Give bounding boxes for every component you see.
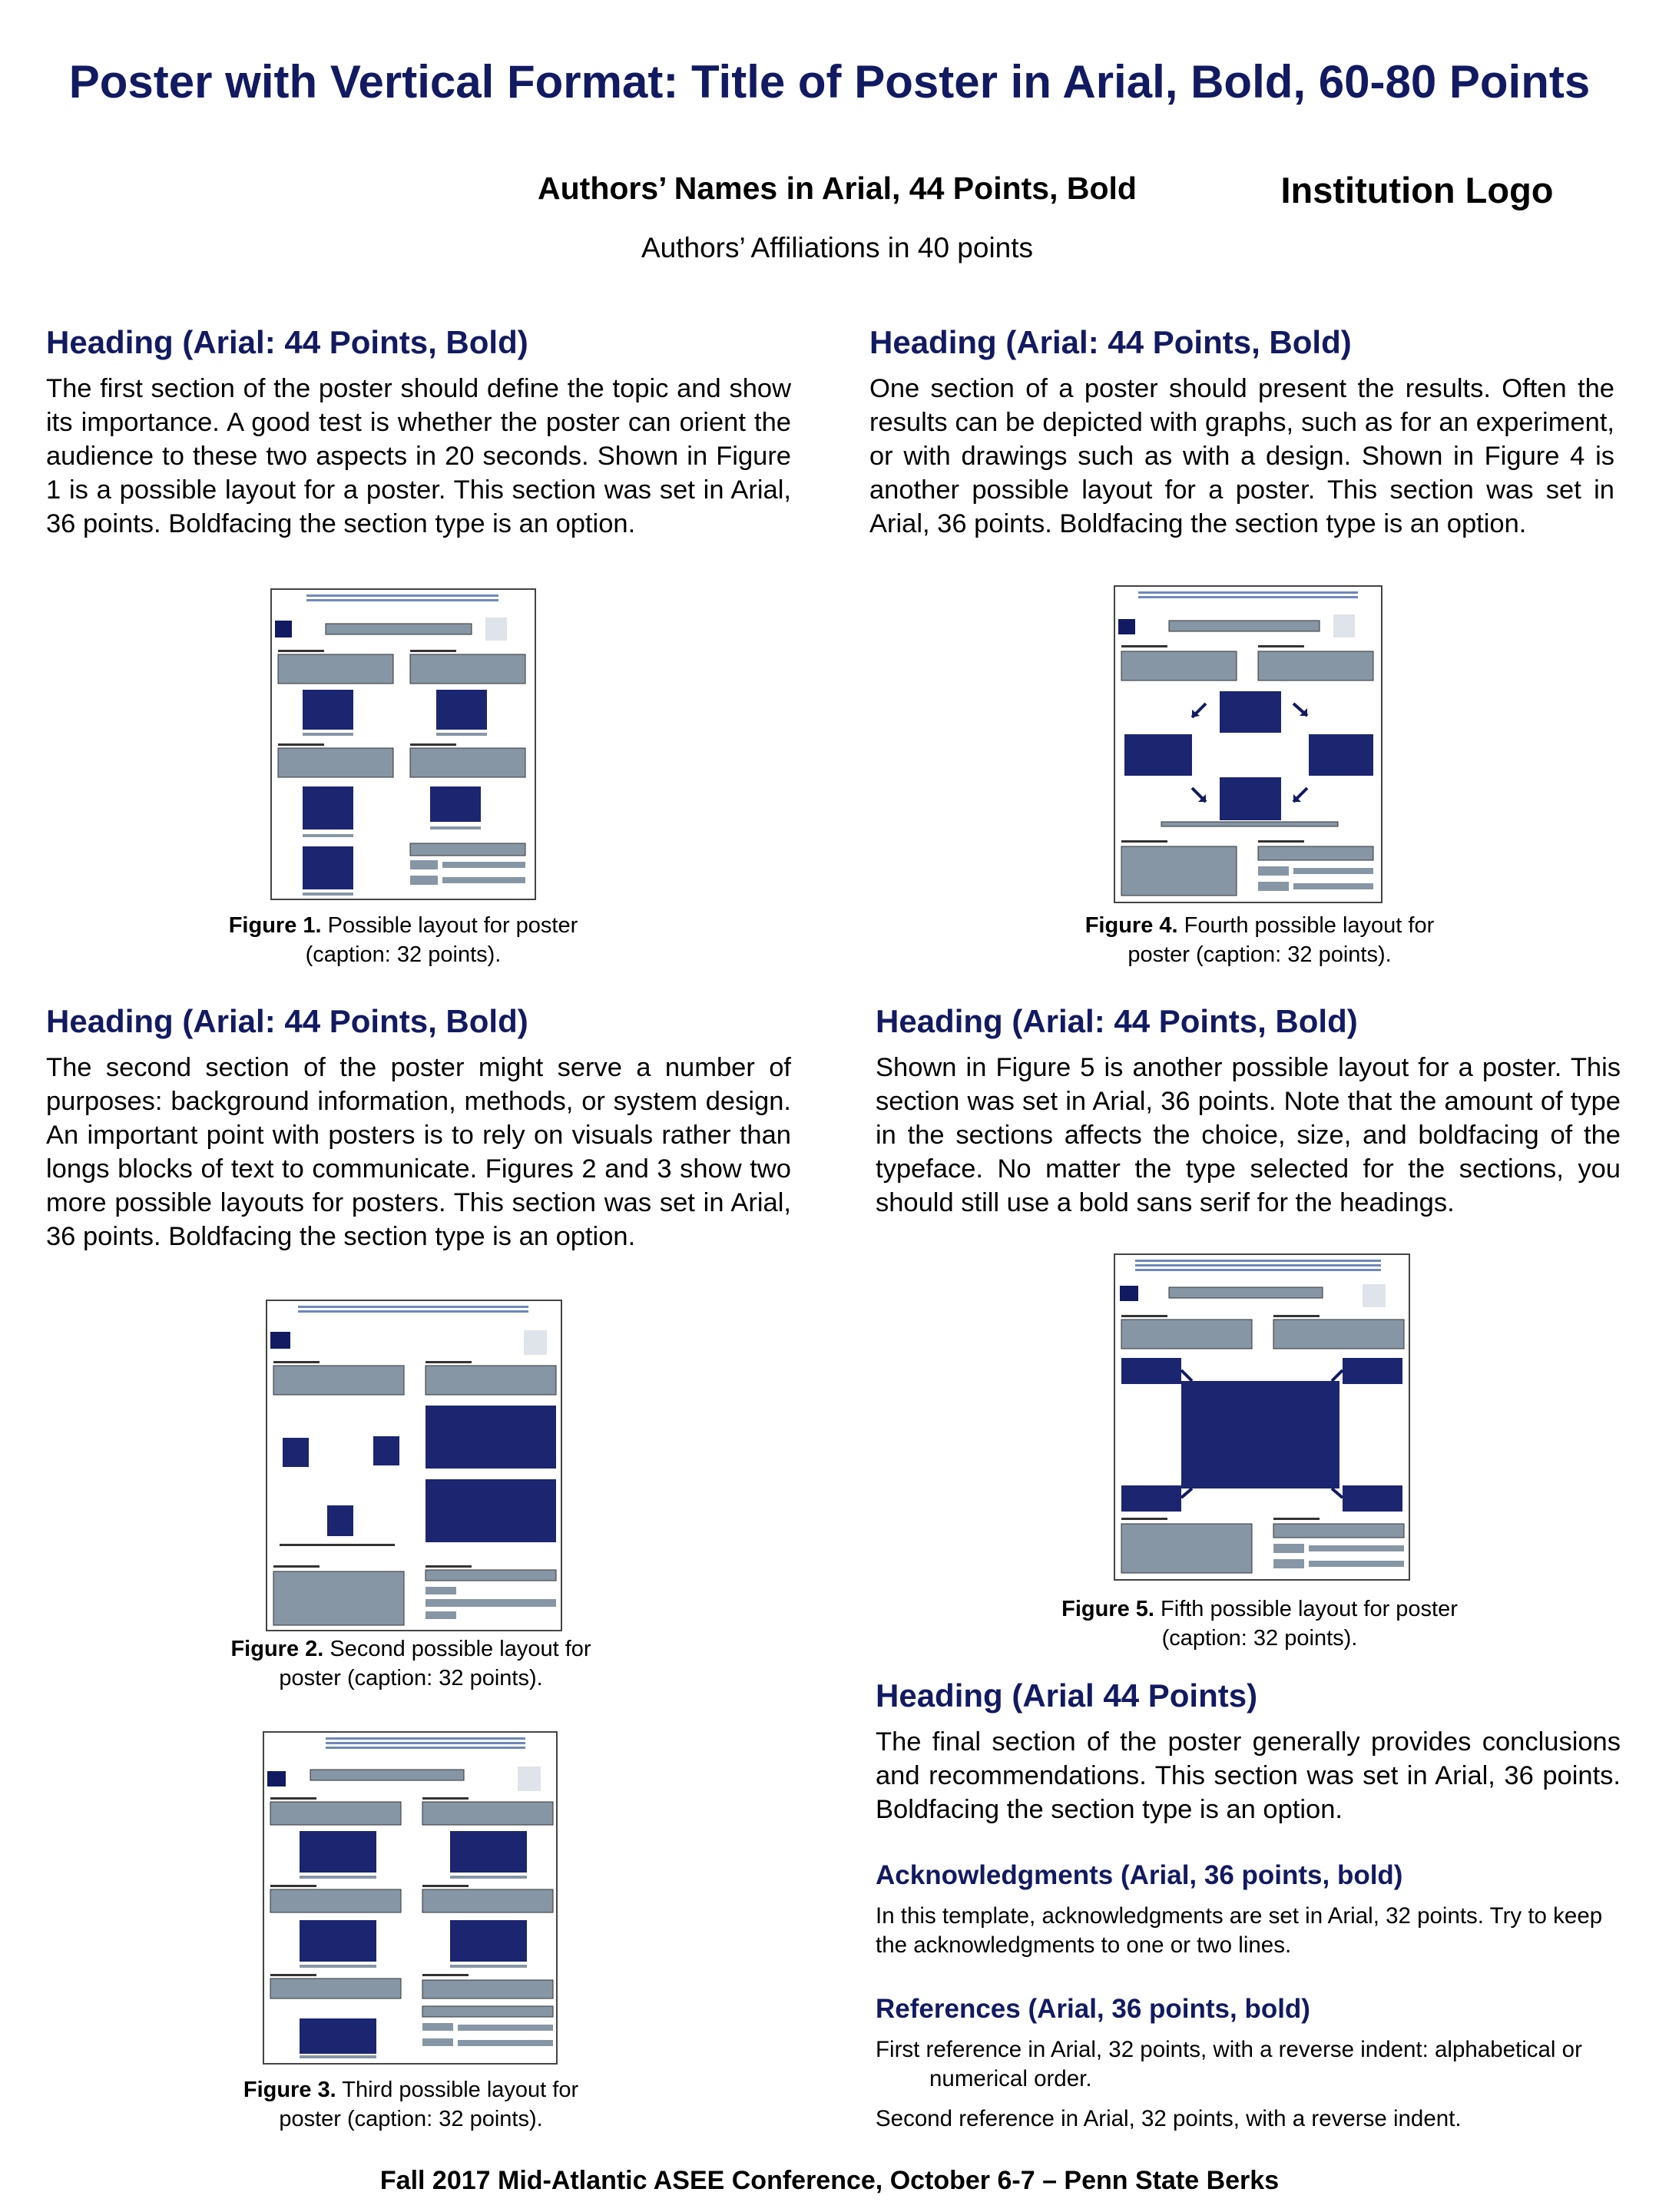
right-section3-heading: Heading (Arial 44 Points) [876, 1677, 1258, 1714]
authors-affiliations: Authors’ Affiliations in 40 points [641, 232, 1034, 263]
left-section1-body: The first section of the poster should define the topic and show its importance. A good test is whether the poster can orient the audience to these two aspects in 20 seconds. Shown in Figure 1 is a possible layout for a poster. This section was set in Arial, 36 points. Boldfacing the section type is an option. [46, 374, 791, 538]
figure1-caption [184, 911, 622, 969]
right-section2-heading: Heading (Arial: 44 Points, Bold) [876, 1003, 1358, 1039]
figure1-label: Figure 1. [228, 913, 322, 938]
acknowledgments-body: In this template, acknowledgments are set in Arial, 32 points. Try to keep the acknowledgments to one or two lines. [876, 1903, 1603, 1958]
right-section1-body: One section of a poster should present the results. Often the results can be depicted with graphs, such as for an experiment, or with drawings such as with a design. Shown in Figure 4 is another possible layout for a poster. This section was set in Arial, 36 points. Boldfacing the section type is an option. [869, 374, 1614, 538]
acknowledgments-heading: Acknowledgments (Arial, 36 points, bold) [876, 1860, 1403, 1890]
poster-title: Poster with Vertical Format: Title of Poster in Arial, Bold, 60-80 Points [68, 56, 1591, 108]
figure5-caption [1060, 1594, 1459, 1653]
left-section2-heading: Heading (Arial: 44 Points, Bold) [46, 1003, 528, 1039]
figure2-caption [215, 1634, 607, 1693]
figure2-label: Figure 2. [230, 1637, 324, 1661]
references-heading: References (Arial, 36 points, bold) [876, 1994, 1310, 2024]
figure5-label: Figure 5. [1061, 1597, 1154, 1621]
figure2-caption-text: Second possible layout for poster (caption: 32 points). [279, 1637, 591, 1690]
figure3-caption [215, 2075, 607, 2134]
figure4-caption-text: Fourth possible layout for poster (caption: 32 points). [1128, 913, 1435, 967]
institution-logo: Institution Logo [1280, 170, 1554, 210]
footer: Fall 2017 Mid-Atlantic ASEE Conference, October 6-7 – Penn State Berks [379, 2166, 1280, 2195]
left-section1-heading: Heading (Arial: 44 Points, Bold) [46, 324, 528, 360]
figure1-image [270, 588, 536, 900]
figure4-caption [1052, 911, 1467, 969]
authors-names: Authors’ Names in Arial, 44 Points, Bold [538, 171, 1137, 206]
reference-item: Second reference in Arial, 32 points, with a reverse indent. [876, 2106, 1462, 2131]
right-section2-body: Shown in Figure 5 is another possible layout for a poster. This section was set in Arial, 36 points. Note that the amount of type in the sections affects the choice, size, and boldfacing of the typeface. No matter the type selected for the sections, you should still use a bold sans serif for the headings. [876, 1053, 1621, 1217]
reference-item: First reference in Arial, 32 points, with a reverse indent: alphabetical or numerical order. [876, 2037, 1582, 2091]
figure4-image [1114, 585, 1382, 903]
figure5-caption-text: Fifth possible layout for poster (caption: 32 points). [1161, 1597, 1458, 1651]
figure3-label: Figure 3. [243, 2078, 336, 2102]
figure3-image [263, 1731, 558, 2065]
right-section1-heading: Heading (Arial: 44 Points, Bold) [869, 324, 1352, 360]
figure1-caption-text: Possible layout for poster (caption: 32 points). [305, 913, 578, 967]
right-section3-body: The final section of the poster generally provides conclusions and recommendations. This section was set in Arial, 36 points. Boldfacing the section type is an option. [876, 1727, 1621, 1824]
figure2-image [266, 1300, 562, 1631]
figure5-image [1114, 1253, 1410, 1581]
figure4-label: Figure 4. [1084, 913, 1178, 938]
references-list [876, 2035, 1624, 2134]
figure3-caption-text: Third possible layout for poster (caption: 32 points). [279, 2078, 579, 2131]
left-section2-body: The second section of the poster might serve a number of purposes: background information, methods, or system design. An important point with posters is to rely on visuals rather than longs blocks of text to communicate. Figures 2 and 3 show two more possible layouts for posters. This section was set in Arial, 36 points. Boldfacing the section type is an option. [46, 1053, 791, 1251]
